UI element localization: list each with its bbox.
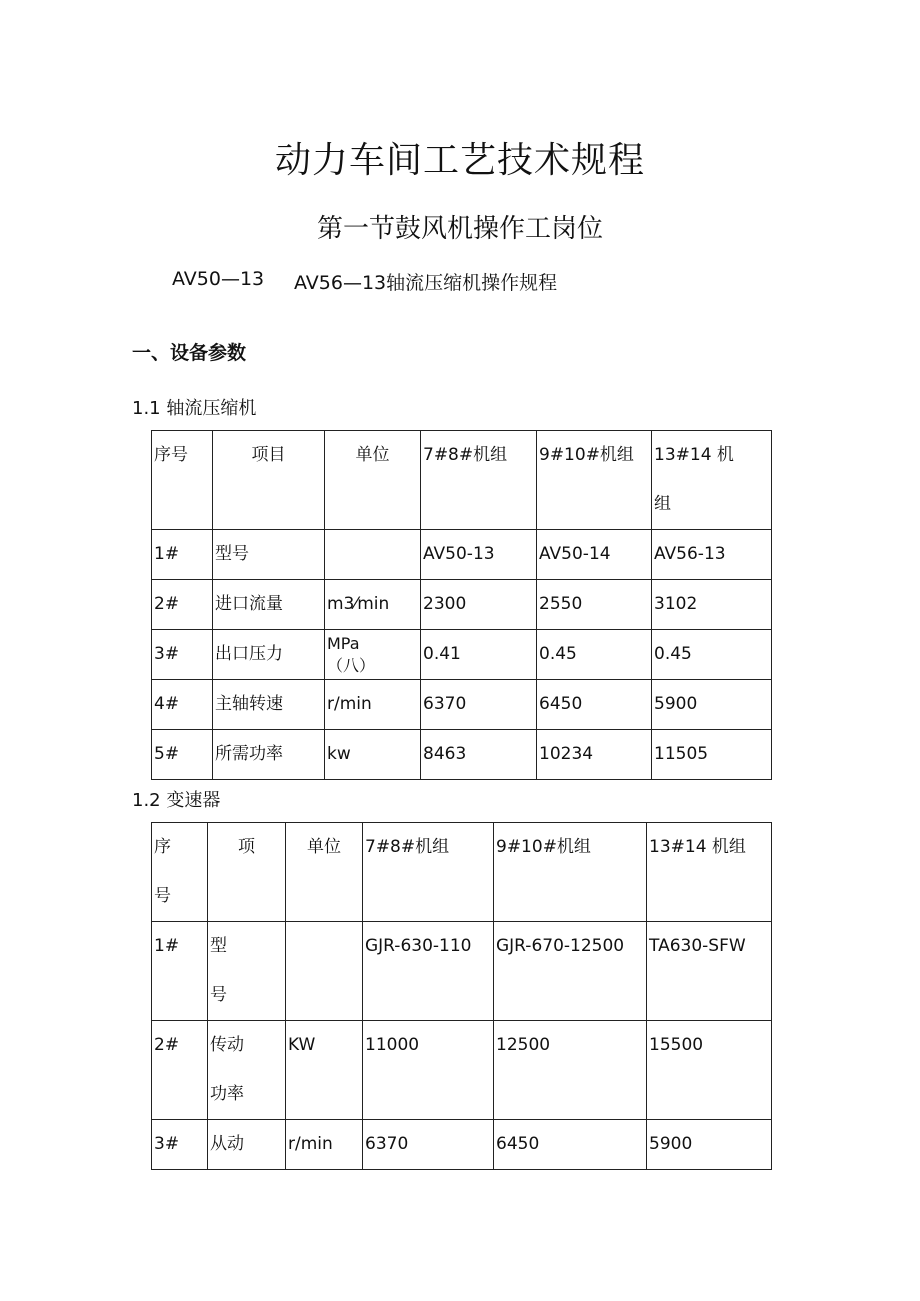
cell-g3: AV56-13: [652, 530, 772, 580]
table2-caption: 1.2 变速器: [132, 790, 221, 811]
cell-seq: 4#: [152, 680, 213, 730]
cell-item: 出口压力: [213, 630, 325, 680]
section-subtitle: 第一节鼓风机操作工岗位: [316, 214, 603, 244]
cell-unit: KW: [286, 1021, 363, 1120]
cell-g2: 0.45: [537, 630, 652, 680]
cell-seq: 1#: [152, 530, 213, 580]
table2-header-row: [152, 823, 772, 922]
cell-g1: 6370: [363, 1120, 494, 1170]
header-g2: 9#10#机组: [494, 823, 647, 922]
table1-caption: 1.1 轴流压缩机: [132, 398, 257, 419]
cell-item: 型号: [213, 530, 325, 580]
cell-g2: AV50-14: [537, 530, 652, 580]
document-title: 动力车间工艺技术规程: [274, 140, 645, 181]
cell-g3: 5900: [647, 1120, 772, 1170]
header-g1: 7#8#机组: [421, 431, 537, 530]
cell-unit: [286, 922, 363, 1021]
cell-unit: r/min: [325, 680, 421, 730]
cell-unit: r/min: [286, 1120, 363, 1170]
cell-seq: 1#: [152, 922, 208, 1021]
header-g1: 7#8#机组: [363, 823, 494, 922]
cell-unit: kw: [325, 730, 421, 780]
cell-g3: 15500: [647, 1021, 772, 1120]
cell-g1: 2300: [421, 580, 537, 630]
model-a: AV50—13: [172, 268, 265, 290]
table-row: [152, 1120, 772, 1170]
cell-g1: 8463: [421, 730, 537, 780]
header-unit: 单位: [325, 431, 421, 530]
cell-g3: 5900: [652, 680, 772, 730]
cell-item: 从动: [208, 1120, 286, 1170]
header-g3: 13#14 机组: [647, 823, 772, 922]
cell-unit: [325, 530, 421, 580]
header-g3: 13#14 机 组: [652, 431, 772, 530]
header-unit: 单位: [286, 823, 363, 922]
cell-item: 传动 功率: [208, 1021, 286, 1120]
cell-g3: 3102: [652, 580, 772, 630]
cell-g3: 0.45: [652, 630, 772, 680]
cell-g3: 11505: [652, 730, 772, 780]
cell-seq: 3#: [152, 1120, 208, 1170]
table-row: [152, 922, 772, 1021]
table-row: [152, 730, 772, 780]
cell-item: 进口流量: [213, 580, 325, 630]
header-item: 项: [208, 823, 286, 922]
cell-seq: 5#: [152, 730, 213, 780]
compressor-table: [151, 430, 772, 780]
gearbox-table: [151, 822, 772, 1170]
cell-g2: 2550: [537, 580, 652, 630]
table-row: [152, 630, 772, 680]
section-heading: 一、设备参数: [132, 342, 247, 364]
cell-item: 所需功率: [213, 730, 325, 780]
table-row: [152, 680, 772, 730]
table-row: [152, 1021, 772, 1120]
table-row: [152, 530, 772, 580]
header-seq: 序号: [152, 431, 213, 530]
cell-g2: 12500: [494, 1021, 647, 1120]
header-g2: 9#10#机组: [537, 431, 652, 530]
model-b-title: AV56—13轴流压缩机操作规程: [294, 272, 558, 294]
header-item: 项目: [213, 431, 325, 530]
table-row: [152, 580, 772, 630]
cell-seq: 3#: [152, 630, 213, 680]
cell-g3: TA630-SFW: [647, 922, 772, 1021]
cell-g2: 6450: [494, 1120, 647, 1170]
cell-seq: 2#: [152, 1021, 208, 1120]
cell-seq: 2#: [152, 580, 213, 630]
cell-unit: MPa （八）: [325, 630, 421, 680]
cell-unit: m3⁄min: [325, 580, 421, 630]
cell-g1: AV50-13: [421, 530, 537, 580]
cell-g2: 10234: [537, 730, 652, 780]
cell-g1: 6370: [421, 680, 537, 730]
table1-header-row: [152, 431, 772, 530]
cell-item: 型 号: [208, 922, 286, 1021]
cell-g1: 0.41: [421, 630, 537, 680]
header-seq: 序 号: [152, 823, 208, 922]
cell-item: 主轴转速: [213, 680, 325, 730]
cell-g1: 11000: [363, 1021, 494, 1120]
cell-g1: GJR-630-110: [363, 922, 494, 1021]
cell-g2: GJR-670-12500: [494, 922, 647, 1021]
cell-g2: 6450: [537, 680, 652, 730]
